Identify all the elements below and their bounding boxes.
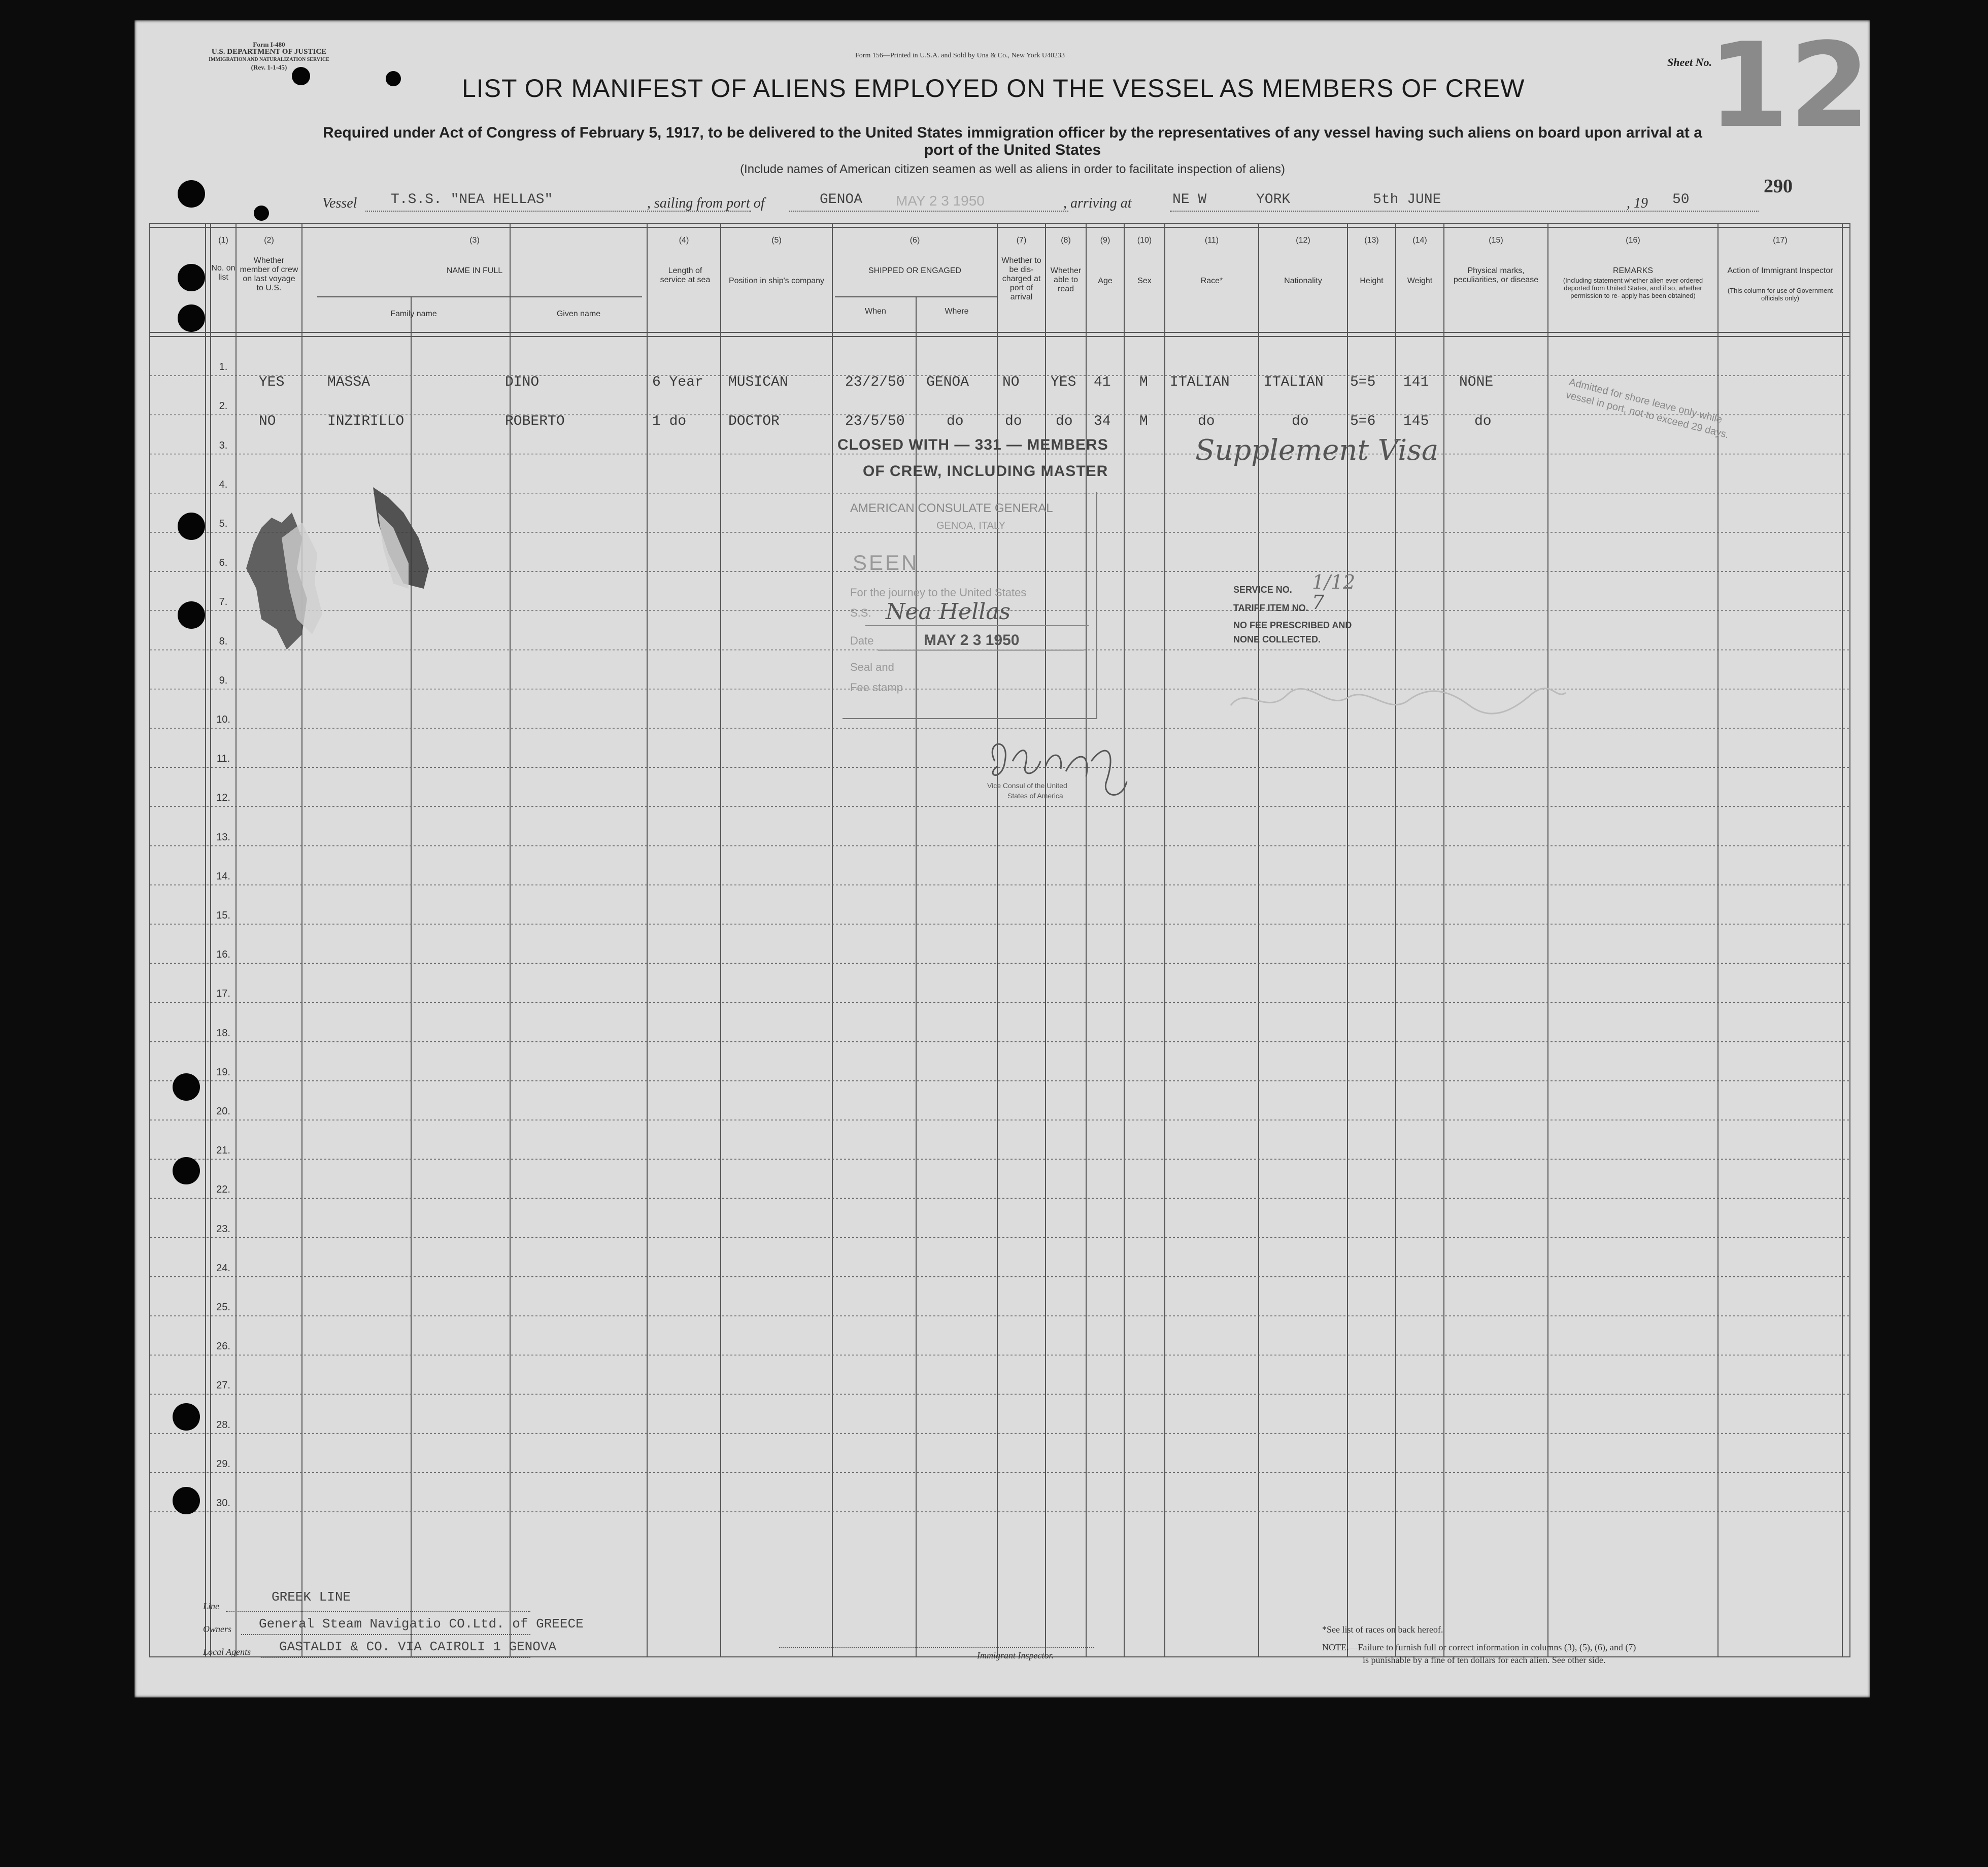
row-number: 25. bbox=[216, 1302, 230, 1313]
cell-last-voyage: YES bbox=[259, 375, 285, 390]
cell-read: YES bbox=[1051, 375, 1076, 390]
inspector-label: Immigrant Inspector. bbox=[977, 1650, 1054, 1660]
col-header-family-name: Family name bbox=[390, 310, 437, 318]
cell-given-name: ROBERTO bbox=[505, 414, 565, 429]
col-number: (12) bbox=[1296, 236, 1310, 245]
consulate-city: GENOA, ITALY bbox=[936, 520, 1005, 531]
cell-service: 6 Year bbox=[652, 375, 703, 390]
department: U.S. DEPARTMENT OF JUSTICE bbox=[211, 48, 327, 56]
line-label: Line bbox=[203, 1601, 220, 1611]
col-header-position: Position in ship's company bbox=[728, 277, 825, 285]
owners-label: Owners bbox=[203, 1624, 232, 1634]
no-fee-line1: NO FEE PRESCRIBED AND bbox=[1233, 620, 1352, 630]
col-header-marks: Physical marks, peculiarities, or disease bbox=[1453, 266, 1539, 284]
col-header-last-voyage: Whether member of crew on last voyage to U.S. bbox=[240, 256, 298, 292]
col-header-sex: Sex bbox=[1137, 277, 1152, 285]
punch-hole bbox=[173, 1073, 200, 1101]
col-header-no: No. on list bbox=[211, 264, 235, 282]
punch-hole bbox=[173, 1487, 200, 1514]
arrival-date: 5th JUNE bbox=[1373, 192, 1441, 208]
fee-stamp-text: Fee stamp bbox=[850, 681, 903, 694]
col-number: (4) bbox=[679, 236, 689, 245]
col-header-when: When bbox=[865, 307, 886, 316]
col-number: (16) bbox=[1626, 236, 1640, 245]
col-number: (10) bbox=[1137, 236, 1152, 245]
tariff-label: TARIFF ITEM NO. bbox=[1233, 603, 1308, 613]
row-number: 20. bbox=[216, 1106, 230, 1117]
cell-race: do bbox=[1198, 414, 1215, 429]
row-number: 2. bbox=[219, 400, 228, 412]
punch-hole bbox=[386, 71, 401, 86]
col-header-remarks: REMARKS bbox=[1612, 266, 1654, 275]
seal-text: Seal and bbox=[850, 661, 894, 673]
supplement-visa-note: Supplement Visa bbox=[1195, 434, 1439, 467]
punch-hole bbox=[173, 1157, 200, 1184]
fine-note-line1: NOTE.—Failure to furnish full or correct information in columns (3), (5), (6), and (7) bbox=[1322, 1642, 1636, 1652]
col-header-length-service: Length of service at sea bbox=[660, 266, 711, 284]
punch-hole bbox=[178, 304, 205, 332]
row-number: 13. bbox=[216, 831, 230, 843]
row-number: 10. bbox=[216, 714, 230, 725]
col-number: (14) bbox=[1412, 236, 1427, 245]
arriving-label: , arriving at bbox=[1063, 195, 1132, 211]
no-fee-line2: NONE COLLECTED. bbox=[1233, 634, 1321, 644]
service-no-value: 1/12 bbox=[1312, 571, 1356, 593]
row-number: 6. bbox=[219, 557, 228, 569]
col-header-nationality: Nationality bbox=[1284, 277, 1322, 285]
row-number: 27. bbox=[216, 1380, 230, 1391]
port-date-stamp: MAY 2 3 1950 bbox=[896, 193, 985, 209]
vessel-label: Vessel bbox=[322, 195, 357, 211]
inspector-signature-line bbox=[779, 1647, 1094, 1648]
row-number: 16. bbox=[216, 949, 230, 961]
departure-port: GENOA bbox=[820, 192, 863, 208]
faint-signature bbox=[1226, 680, 1571, 721]
col-number: (6) bbox=[909, 236, 920, 245]
ship-handwritten: Nea Hellas bbox=[886, 599, 1011, 625]
col-number: (7) bbox=[1016, 236, 1027, 245]
sheet-number: 12 bbox=[1708, 18, 1871, 154]
cell-where: do bbox=[947, 414, 964, 429]
col-header-height: Height bbox=[1360, 277, 1384, 285]
subtitle-line2: port of the United States bbox=[924, 142, 1101, 158]
journey-text: For the journey to the United States bbox=[850, 586, 1027, 599]
row-number: 22. bbox=[216, 1184, 230, 1196]
cell-position: MUSICAN bbox=[728, 375, 788, 390]
row-number: 12. bbox=[216, 792, 230, 804]
shipping-line: GREEK LINE bbox=[272, 1589, 351, 1605]
owners-underline bbox=[241, 1634, 530, 1635]
col-number: (8) bbox=[1061, 236, 1071, 245]
col-header-discharged: Whether to be dis- charged at port of arrival bbox=[1001, 256, 1041, 301]
cell-discharged: do bbox=[1005, 414, 1022, 429]
cell-when: 23/2/50 bbox=[845, 375, 905, 390]
row-number: 18. bbox=[216, 1027, 230, 1039]
cell-race: ITALIAN bbox=[1170, 375, 1230, 390]
form-number: Form I-480 bbox=[253, 41, 285, 48]
agents-underline bbox=[261, 1657, 530, 1658]
col-header-name: NAME IN FULL bbox=[446, 266, 503, 275]
punch-hole bbox=[292, 67, 310, 85]
row-number: 24. bbox=[216, 1262, 230, 1274]
arrival-port-a: NE W bbox=[1172, 192, 1207, 208]
col-number: (15) bbox=[1489, 236, 1503, 245]
row-number: 29. bbox=[216, 1458, 230, 1470]
row-number: 5. bbox=[219, 518, 228, 529]
cell-when: 23/5/50 bbox=[845, 414, 905, 429]
vice-consul-title2: States of America bbox=[1007, 792, 1063, 800]
col-number: (13) bbox=[1364, 236, 1379, 245]
row-number: 3. bbox=[219, 439, 228, 451]
col-header-given-name: Given name bbox=[556, 310, 601, 318]
races-note: *See list of races on back hereof. bbox=[1322, 1624, 1443, 1635]
col-number: (9) bbox=[1100, 236, 1110, 245]
tariff-value: 7 bbox=[1312, 591, 1325, 614]
row-number: 7. bbox=[219, 596, 228, 608]
row-number: 19. bbox=[216, 1066, 230, 1078]
row-number: 21. bbox=[216, 1145, 230, 1157]
fine-note-line2: is punishable by a fine of ten dollars for each alien. See other side. bbox=[1363, 1655, 1606, 1665]
paper-damage-mark bbox=[226, 467, 439, 680]
cell-sex: M bbox=[1139, 414, 1148, 429]
consulate-title: AMERICAN CONSULATE GENERAL bbox=[850, 501, 1053, 515]
col-number: (2) bbox=[264, 236, 274, 245]
form-revision: (Rev. 1-1-45) bbox=[251, 63, 287, 71]
row-number: 1. bbox=[219, 361, 228, 373]
closed-stamp-line2: OF CREW, INCLUDING MASTER bbox=[863, 463, 1108, 480]
year-prefix: , 19 bbox=[1627, 195, 1648, 211]
cell-marks: do bbox=[1474, 414, 1492, 429]
col-header-remarks-note: (Including statement whether alien ever ordered deported from United States, and if so, whether permission to re- apply has been obtained) bbox=[1563, 277, 1703, 299]
printer-line: Form 156—Printed in U.S.A. and Sold by Una & Co., New York U40233 bbox=[855, 52, 1065, 59]
col-header-shipped: SHIPPED OR ENGAGED bbox=[868, 266, 962, 275]
row-number: 14. bbox=[216, 870, 230, 882]
col-number: (5) bbox=[771, 236, 782, 245]
admitted-shore-leave-stamp: Admitted for shore leave only while vessel in port, not to exceed 29 days. bbox=[1564, 376, 1730, 441]
col-number: (17) bbox=[1773, 236, 1788, 245]
cell-age: 34 bbox=[1094, 414, 1111, 429]
col-header-age: Age bbox=[1098, 277, 1113, 285]
row-number: 4. bbox=[219, 479, 228, 490]
col-header-where: Where bbox=[945, 307, 969, 316]
subtitle-line1: Required under Act of Congress of February 5, 1917, to be delivered to the United States immigration officer by the representatives of any vessel having such aliens on board upon arrival at a bbox=[323, 124, 1702, 141]
line-underline bbox=[226, 1611, 530, 1612]
service-name: IMMIGRATION AND NATURALIZATION SERVICE bbox=[209, 57, 329, 62]
row-number: 17. bbox=[216, 988, 230, 1000]
col-header-race: Race* bbox=[1200, 277, 1223, 285]
vessel-name: T.S.S. "NEA HELLAS" bbox=[391, 192, 553, 208]
cell-where: GENOA bbox=[926, 375, 969, 390]
cell-family-name: MASSA bbox=[327, 375, 370, 390]
service-no-label: SERVICE NO. bbox=[1233, 585, 1292, 595]
row-number: 26. bbox=[216, 1341, 230, 1352]
punch-hole bbox=[173, 1403, 200, 1431]
vice-consul-title1: Vice Consul of the United bbox=[987, 782, 1067, 790]
col-header-action: Action of Immigrant Inspector bbox=[1727, 266, 1833, 275]
punch-hole bbox=[178, 601, 205, 629]
seen-stamp: SEEN bbox=[853, 551, 919, 574]
row-number: 8. bbox=[219, 635, 228, 647]
cell-service: 1 do bbox=[652, 414, 687, 429]
cell-nationality: do bbox=[1292, 414, 1309, 429]
sheet-label: Sheet No. bbox=[1667, 56, 1712, 69]
punch-hole bbox=[178, 513, 205, 540]
cell-marks: NONE bbox=[1459, 375, 1494, 390]
row-number: 28. bbox=[216, 1419, 230, 1431]
row-number: 30. bbox=[216, 1498, 230, 1509]
manifest-sheet bbox=[134, 20, 1870, 1698]
cell-family-name: INZIRILLO bbox=[327, 414, 405, 429]
subtitle-line3: (Include names of American citizen seamen as well as aliens in order to facilitate inspection of aliens) bbox=[740, 162, 1285, 176]
cell-age: 41 bbox=[1094, 375, 1111, 390]
cell-weight: 145 bbox=[1403, 414, 1429, 429]
agents-label: Local Agents bbox=[203, 1647, 251, 1657]
cell-given-name: DINO bbox=[505, 375, 540, 390]
local-agents: GASTALDI & CO. VIA CAIROLI 1 GENOVA bbox=[279, 1639, 557, 1654]
cell-read: do bbox=[1056, 414, 1073, 429]
cell-sex: M bbox=[1139, 375, 1148, 390]
row-number: 9. bbox=[219, 674, 228, 686]
ship-prefix: S.S. bbox=[850, 606, 871, 619]
cell-position: DOCTOR bbox=[728, 414, 780, 429]
sailing-label: , sailing from port of bbox=[647, 195, 765, 211]
cell-height: 5=5 bbox=[1350, 375, 1376, 390]
row-number: 23. bbox=[216, 1223, 230, 1235]
col-number: (11) bbox=[1204, 236, 1219, 245]
year-suffix: 50 bbox=[1672, 192, 1690, 208]
row-number: 11. bbox=[216, 753, 230, 765]
date-label: Date bbox=[850, 634, 874, 647]
cell-last-voyage: NO bbox=[259, 414, 276, 429]
cell-discharged: NO bbox=[1002, 375, 1020, 390]
arrival-port-b: YORK bbox=[1256, 192, 1291, 208]
col-number: (3) bbox=[469, 236, 480, 245]
punch-hole bbox=[178, 264, 205, 291]
date-line bbox=[878, 650, 1084, 651]
col-header-read: Whether able to read bbox=[1050, 266, 1082, 293]
closed-stamp-line1: CLOSED WITH — 331 — MEMBERS bbox=[837, 436, 1108, 453]
punch-hole bbox=[254, 206, 269, 221]
punch-hole bbox=[178, 180, 205, 208]
page-title: LIST OR MANIFEST OF ALIENS EMPLOYED ON THE VESSEL AS MEMBERS OF CREW bbox=[462, 74, 1525, 103]
col-number: (1) bbox=[218, 236, 228, 245]
consulate-date: MAY 2 3 1950 bbox=[924, 632, 1020, 649]
ship-line bbox=[865, 625, 1089, 626]
cell-height: 5=6 bbox=[1350, 414, 1376, 429]
owners: General Steam Navigatio CO.Ltd. of GREECE bbox=[259, 1616, 584, 1632]
col-header-weight: Weight bbox=[1407, 277, 1433, 285]
page-stamp: 290 bbox=[1764, 176, 1793, 197]
cell-nationality: ITALIAN bbox=[1264, 375, 1324, 390]
cell-weight: 141 bbox=[1403, 375, 1429, 390]
row-number: 15. bbox=[216, 910, 230, 921]
col-header-action-note: (This column for use of Government officials only) bbox=[1727, 287, 1833, 302]
